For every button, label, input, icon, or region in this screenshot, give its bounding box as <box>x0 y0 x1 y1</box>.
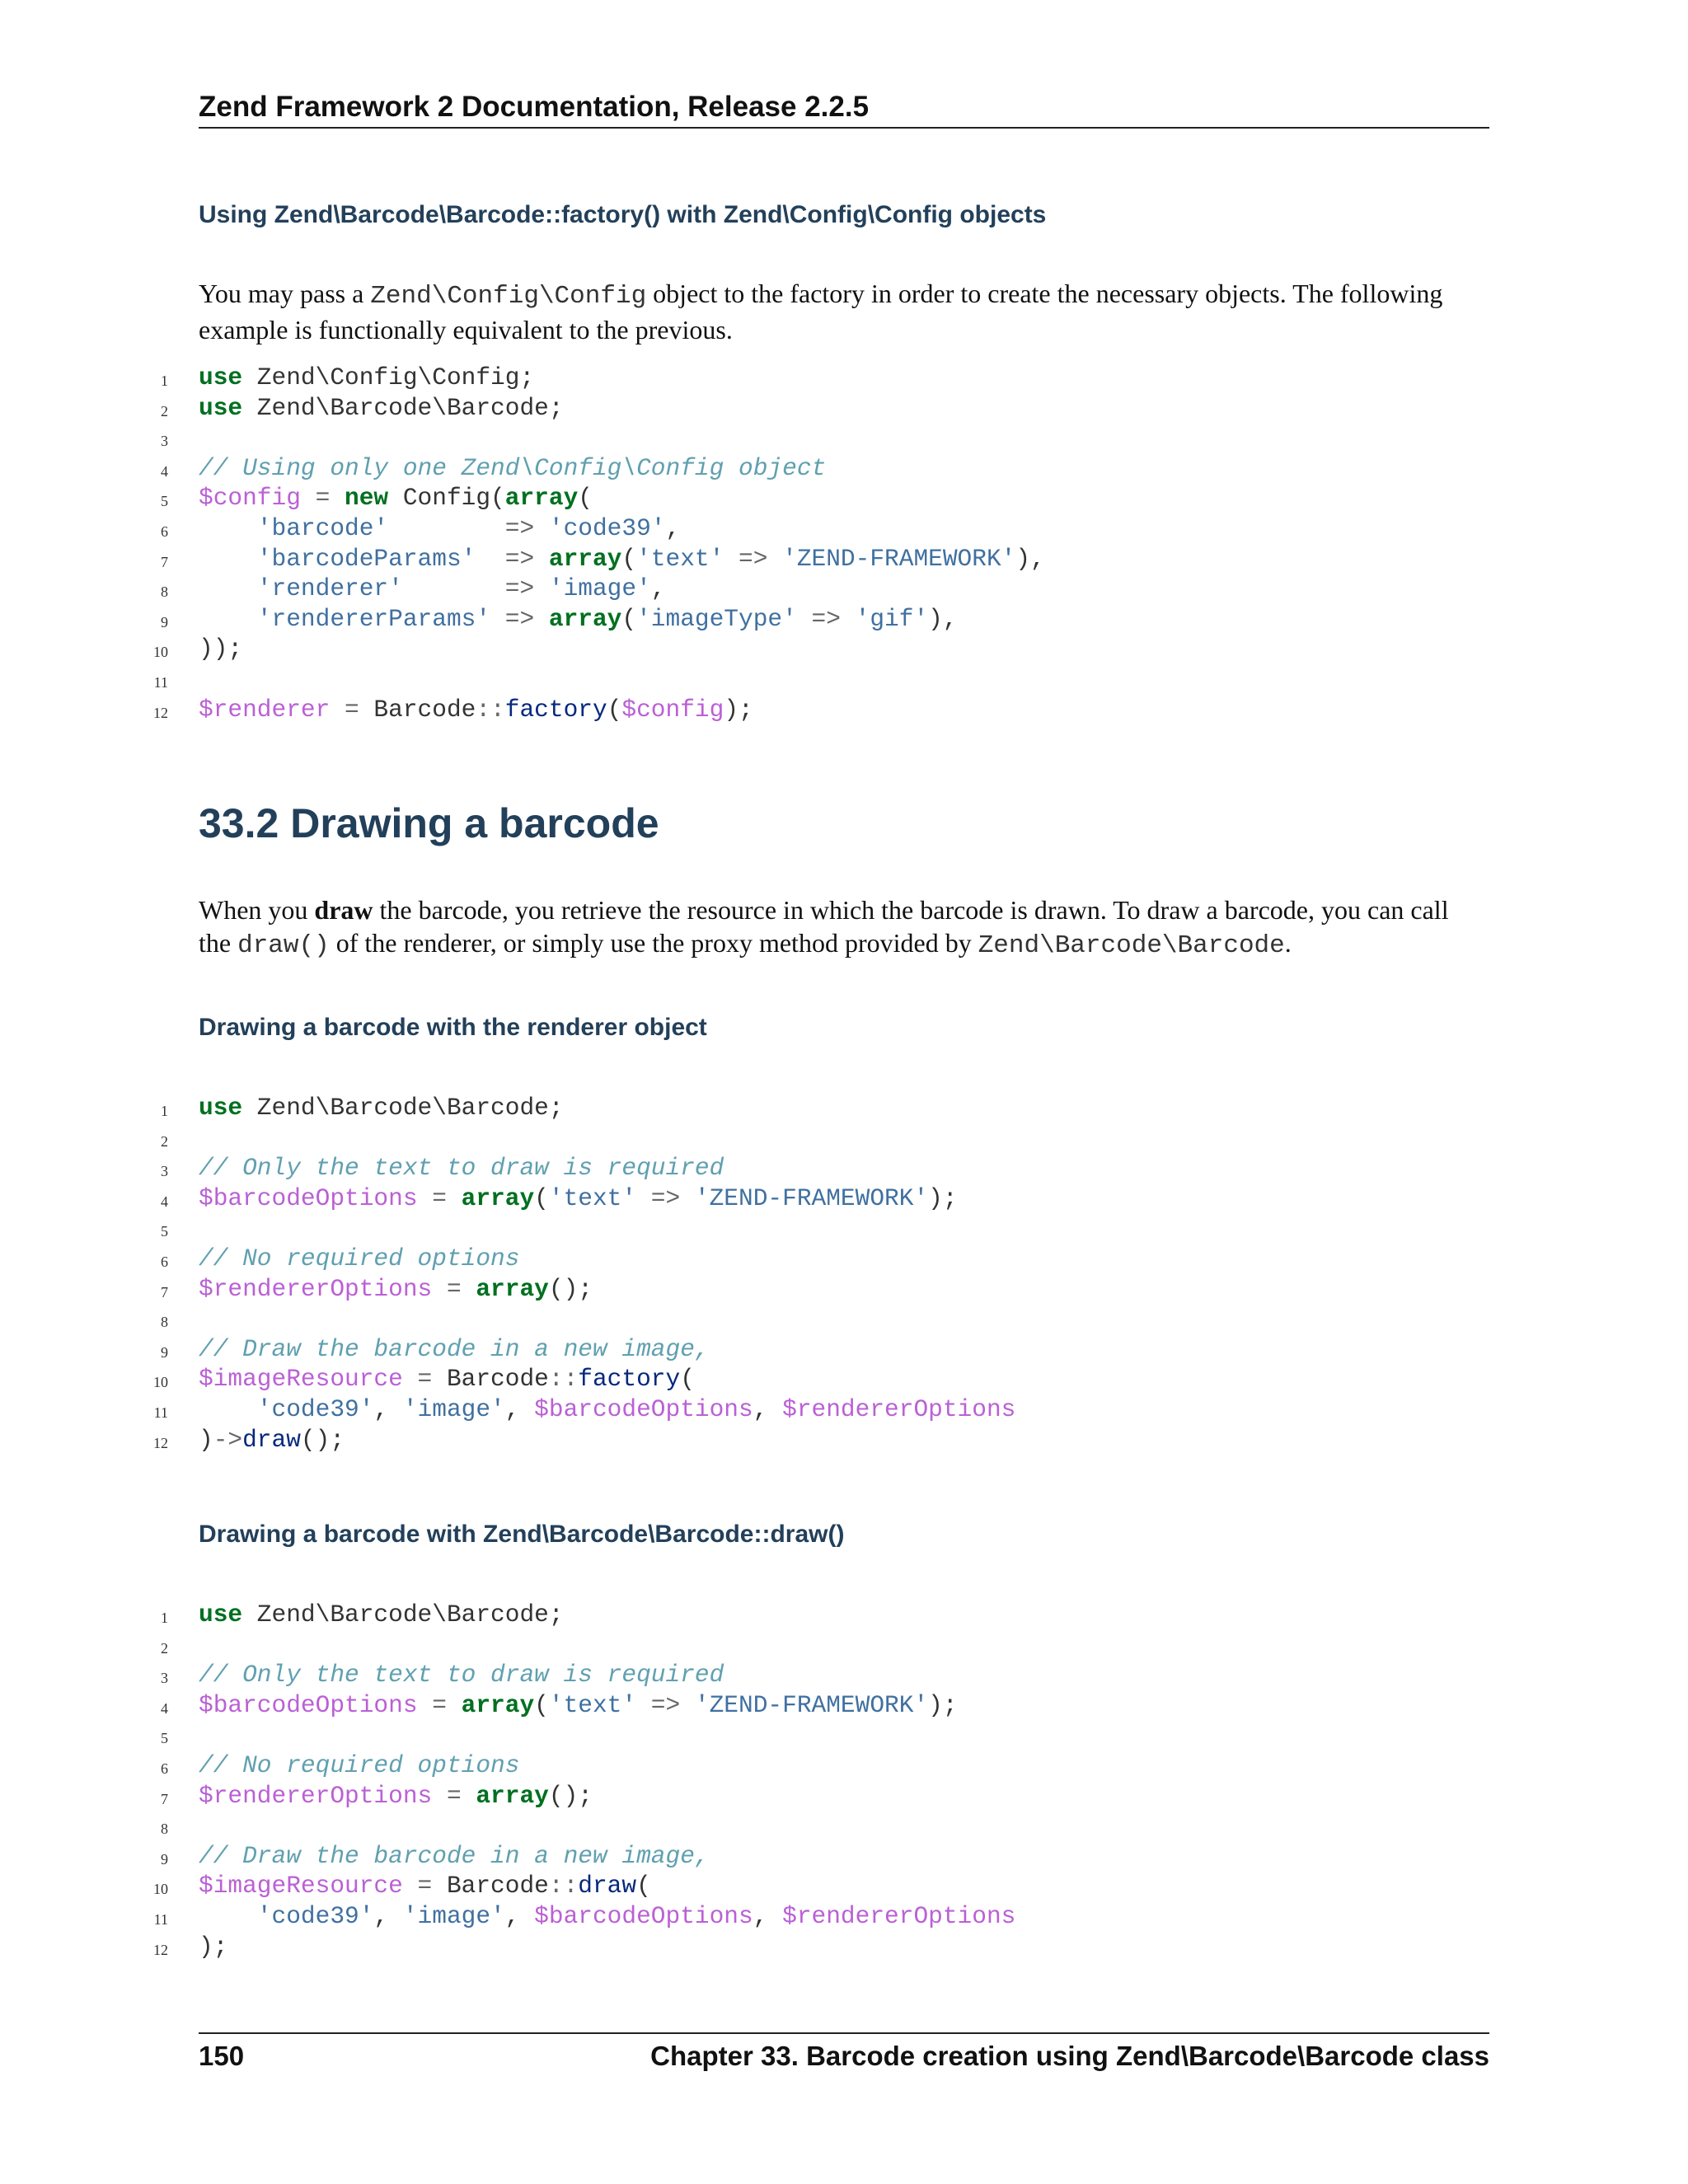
line-number: 5 <box>161 493 168 510</box>
code-text: use Zend\Config\Config; <box>199 363 535 391</box>
code-comment: // No required options <box>199 1750 520 1779</box>
code-text: 'code39', 'image', $barcodeOptions, $rendererOptions <box>256 1394 1016 1423</box>
code-line <box>0 1901 1566 1932</box>
bold-term: draw <box>314 895 373 925</box>
line-number: 6 <box>161 523 168 540</box>
code-text: $imageResource = Barcode::factory( <box>199 1365 695 1394</box>
line-number: 2 <box>161 402 168 419</box>
code-line <box>0 483 1566 513</box>
code-text: 'barcode' => 'code39', <box>256 513 681 542</box>
page-number: 150 <box>199 2041 245 2071</box>
line-number: 1 <box>161 1610 168 1626</box>
line-number: 10 <box>153 644 168 661</box>
paragraph-config <box>199 277 1489 346</box>
code-text: use Zend\Barcode\Barcode; <box>199 1601 564 1629</box>
line-number: 7 <box>161 553 168 570</box>
line-number: 8 <box>161 1821 168 1838</box>
code-line <box>0 1781 1566 1811</box>
line-number: 3 <box>161 1163 168 1180</box>
line-number: 6 <box>161 1253 168 1270</box>
section-title: 33.2 Drawing a barcode <box>199 800 659 846</box>
code-block-renderer <box>0 1093 1566 1455</box>
code-line <box>0 363 1566 393</box>
code-line <box>0 453 1566 484</box>
line-number: 7 <box>161 1790 168 1807</box>
code-text: $imageResource = Barcode::draw( <box>199 1872 651 1900</box>
line-number: 3 <box>161 433 168 450</box>
code-line <box>0 544 1566 574</box>
code-comment: // Draw the barcode in a new image, <box>199 1334 710 1363</box>
code-line <box>0 604 1566 635</box>
line-number: 11 <box>153 1404 168 1421</box>
code-line <box>0 695 1566 725</box>
line-number: 9 <box>161 1343 168 1361</box>
code-comment: // No required options <box>199 1244 520 1272</box>
code-line <box>0 574 1566 604</box>
code-block-static-draw <box>0 1600 1566 1961</box>
subsection-title-renderer: Drawing a barcode with the renderer object <box>199 1014 707 1041</box>
line-number: 4 <box>161 462 168 480</box>
line-number: 3 <box>161 1670 168 1687</box>
code-line <box>0 393 1566 424</box>
code-line <box>0 634 1566 664</box>
code-line <box>0 1871 1566 1901</box>
code-line <box>0 1690 1566 1721</box>
paragraph-drawing <box>199 893 1489 963</box>
code-text: use Zend\Barcode\Barcode; <box>199 1094 564 1122</box>
line-number: 10 <box>153 1374 168 1391</box>
code-line <box>0 1841 1566 1872</box>
subsection-title-config: Using Zend\Barcode\Barcode::factory() with Zend\Config\Config objects <box>199 201 1047 228</box>
code-text: $config = new Config(array( <box>199 484 593 513</box>
text-run: object to the factory in order to create the necessary objects. The following <box>646 279 1443 308</box>
line-number: 11 <box>153 673 168 691</box>
code-line <box>0 1093 1566 1123</box>
text-run: the <box>199 928 238 958</box>
running-header <box>199 91 1489 129</box>
text-run: of the renderer, or simply use the proxy method provided by <box>329 928 978 958</box>
code-text: ); <box>199 1932 228 1961</box>
code-line <box>0 1153 1566 1183</box>
code-line <box>0 1123 1566 1154</box>
code-line <box>0 1183 1566 1214</box>
code-line <box>0 423 1566 453</box>
line-number: 2 <box>161 1132 168 1150</box>
line-number: 4 <box>161 1699 168 1717</box>
code-line <box>0 1213 1566 1244</box>
code-line <box>0 1274 1566 1305</box>
code-line <box>0 1660 1566 1690</box>
line-number: 2 <box>161 1639 168 1657</box>
page-footer <box>199 2032 1489 2072</box>
line-number: 8 <box>161 1314 168 1331</box>
code-text: 'barcodeParams' => array('text' => 'ZEND-FRAMEWORK'), <box>256 544 1045 573</box>
text-run: You may pass a <box>199 279 371 308</box>
footer-chapter-title: Chapter 33. Barcode creation using Zend\Barcode\Barcode class <box>650 2041 1489 2071</box>
text-run: When you <box>199 895 315 925</box>
code-text: $barcodeOptions = array('text' => 'ZEND-FRAMEWORK'); <box>199 1690 958 1719</box>
code-text: use Zend\Barcode\Barcode; <box>199 393 564 422</box>
subsection-title-static-draw: Drawing a barcode with Zend\Barcode\Barcode::draw() <box>199 1521 845 1548</box>
code-comment: // Draw the barcode in a new image, <box>199 1841 710 1870</box>
inline-code: draw() <box>237 931 330 960</box>
text-run: the barcode, you retrieve the resource in which the barcode is drawn. To draw a barcode, you can call <box>373 895 1449 925</box>
line-number: 1 <box>161 1103 168 1119</box>
code-comment: // Only the text to draw is required <box>199 1661 724 1690</box>
line-number: 4 <box>161 1193 168 1210</box>
code-line <box>0 1720 1566 1750</box>
code-line <box>0 1600 1566 1630</box>
line-number: 9 <box>161 1850 168 1868</box>
code-line <box>0 1811 1566 1841</box>
line-number: 8 <box>161 583 168 601</box>
line-number: 11 <box>153 1910 168 1928</box>
code-text: 'rendererParams' => array('imageType' => 'gif'), <box>256 604 958 633</box>
line-number: 9 <box>161 613 168 630</box>
code-text: $rendererOptions = array(); <box>199 1274 593 1303</box>
code-line <box>0 1364 1566 1394</box>
line-number: 7 <box>161 1283 168 1301</box>
code-text: $barcodeOptions = array('text' => 'ZEND-FRAMEWORK'); <box>199 1183 958 1212</box>
code-line <box>0 1425 1566 1455</box>
code-line <box>0 1630 1566 1661</box>
code-text: )); <box>199 635 243 663</box>
text-run: . <box>1284 928 1292 958</box>
code-line <box>0 1304 1566 1334</box>
line-number: 6 <box>161 1760 168 1777</box>
code-line <box>0 1750 1566 1781</box>
code-line <box>0 513 1566 544</box>
header-title: Zend Framework 2 Documentation, Release 2.2.5 <box>199 91 870 123</box>
line-number: 12 <box>153 1434 168 1451</box>
code-text: 'renderer' => 'image', <box>256 574 666 603</box>
line-number: 1 <box>161 373 168 389</box>
code-line <box>0 1334 1566 1365</box>
code-line <box>0 664 1566 695</box>
code-line <box>0 1394 1566 1425</box>
code-comment: // Using only one Zend\Config\Config object <box>199 453 827 482</box>
code-text: )->draw(); <box>199 1425 345 1454</box>
text-run: example is functionally equivalent to the previous. <box>199 315 733 344</box>
line-number: 5 <box>161 1730 168 1747</box>
line-number: 12 <box>153 1941 168 1958</box>
code-line <box>0 1932 1566 1962</box>
inline-code: Zend\Config\Config <box>370 282 647 311</box>
code-comment: // Only the text to draw is required <box>199 1154 724 1183</box>
code-text: $renderer = Barcode::factory($config); <box>199 695 753 724</box>
code-text: 'code39', 'image', $barcodeOptions, $rendererOptions <box>256 1901 1016 1930</box>
line-number: 5 <box>161 1223 168 1240</box>
line-number: 12 <box>153 704 168 721</box>
code-text: $rendererOptions = array(); <box>199 1781 593 1810</box>
inline-code: Zend\Barcode\Barcode <box>978 931 1285 960</box>
code-line <box>0 1244 1566 1274</box>
line-number: 10 <box>153 1881 168 1898</box>
code-block-config <box>0 363 1566 724</box>
